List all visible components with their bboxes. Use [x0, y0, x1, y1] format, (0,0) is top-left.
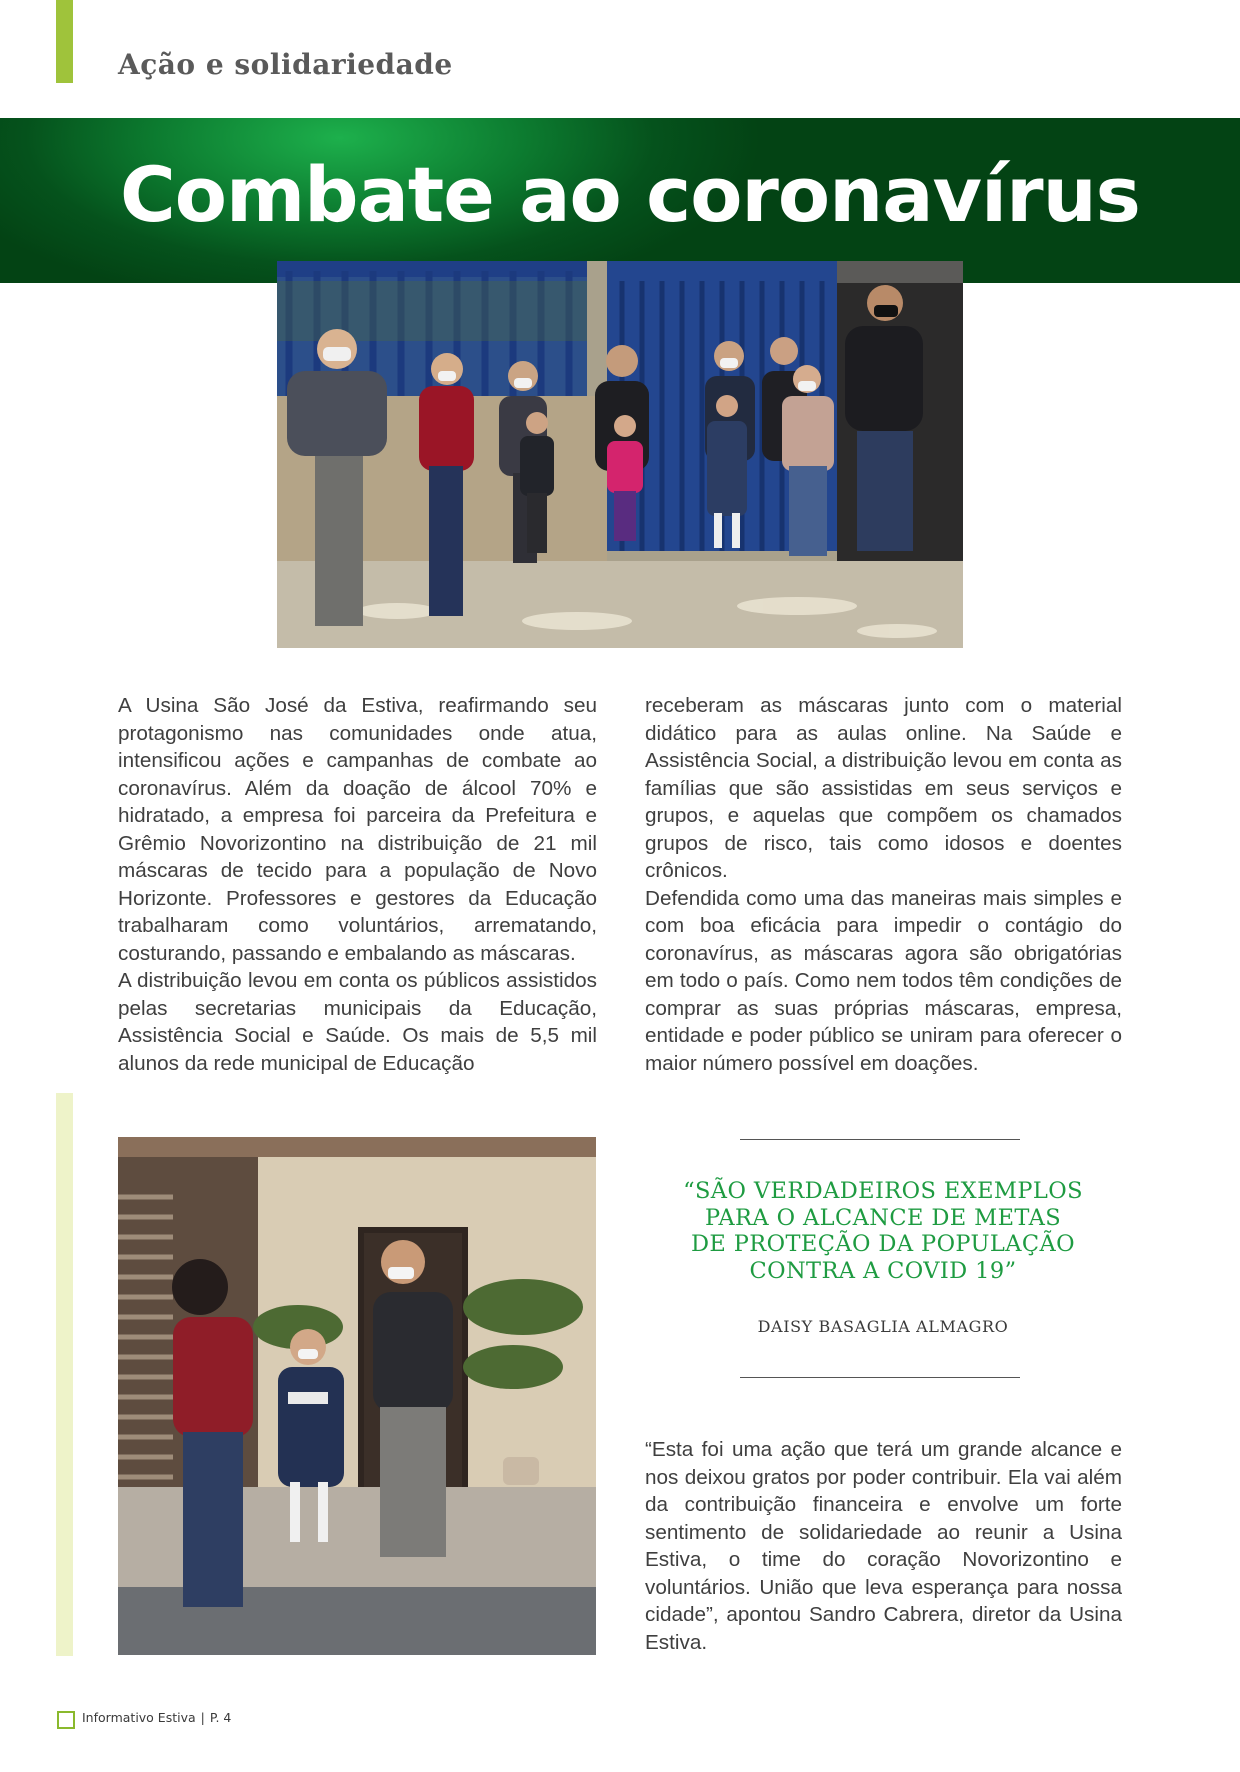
page-number: P. 4	[209, 1710, 232, 1725]
pull-quote-line: “SÃO VERDADEIROS EXEMPLOS	[683, 1178, 1083, 1204]
pull-quote-line: DE PROTEÇÃO DA POPULAÇÃO	[690, 1231, 1076, 1257]
section-accent-bar	[56, 0, 73, 83]
footer-publication: Informativo Estiva	[82, 1710, 196, 1725]
article-paragraph: Defendida como uma das maneiras mais simples e com boa eficácia para impedir o contágio do coronavírus, as máscaras agora são obrigatórias em todo o país. Como nem todos têm condições de comprar as suas próprias máscaras, empresa, entidade e poder público se uniram para oferecer o maior número possível em doações.	[645, 886, 1122, 1075]
article-paragraph: receberam as máscaras junto com o material didático para as aulas online. Na Saúde e Assistência Social, a distribuição levou em conta as famílias que são assistidas em seus serviços e grupos, e aquelas que compõem os chamados grupos de risco, tais como idosos e doentes crônicos.	[645, 694, 1122, 882]
quote-divider-bottom	[740, 1377, 1020, 1378]
pull-quote-author: DAISY BASAGLIA ALMAGRO	[757, 1317, 1009, 1336]
group-photo	[277, 261, 963, 648]
pull-quote	[668, 1178, 1098, 1284]
quote-divider-top	[740, 1139, 1020, 1140]
quote-paragraph	[645, 1436, 1122, 1656]
pull-quote-line: PARA O ALCANCE DE METAS	[704, 1204, 1062, 1231]
article-paragraph: “Esta foi uma ação que terá um grande alcance e nos deixou gratos por poder contribuir. Ela vai além da contribuição financeira e envolve um forte sentimento de solidariedade ao reunir a Usina Estiva, o time do coração Novorizontino e voluntários. União que leva esperança para nossa cidade”, apontou Sandro Cabrera, diretor da Usina Estiva.	[645, 1438, 1122, 1654]
page-title: Combate ao coronavírus	[120, 150, 1140, 239]
side-accent-bar	[56, 1093, 73, 1656]
article-column-left	[118, 692, 597, 1077]
delivery-photo	[118, 1137, 596, 1655]
footer	[82, 1710, 231, 1725]
pull-quote-line: CONTRA A COVID 19”	[749, 1257, 1017, 1284]
section-label: Ação e solidariedade	[118, 48, 453, 81]
article-paragraph: A Usina São José da Estiva, reafirmando seu protagonismo nas comunidades onde atua, intensificou ações e campanhas de combate ao coronavírus. Além da doação de álcool 70% e hidratado, a empresa foi parceira da Prefeitura e Grêmio Novorizontino na distribuição de 21 mil máscaras de tecido para a população de Novo Horizonte. Professores e gestores da Educação trabalharam como voluntários, arrematando, costurando, passando e embalando as máscaras.	[118, 694, 597, 965]
article-paragraph: A distribuição levou em conta os públicos assistidos pelas secretarias municipais da Educação, Assistência Social e Saúde. Os mais de 5,5 mil alunos da rede municipal de Educação	[118, 969, 597, 1075]
footer-separator: |	[200, 1710, 205, 1725]
article-column-right	[645, 692, 1122, 1077]
footer-square-icon	[57, 1711, 75, 1729]
